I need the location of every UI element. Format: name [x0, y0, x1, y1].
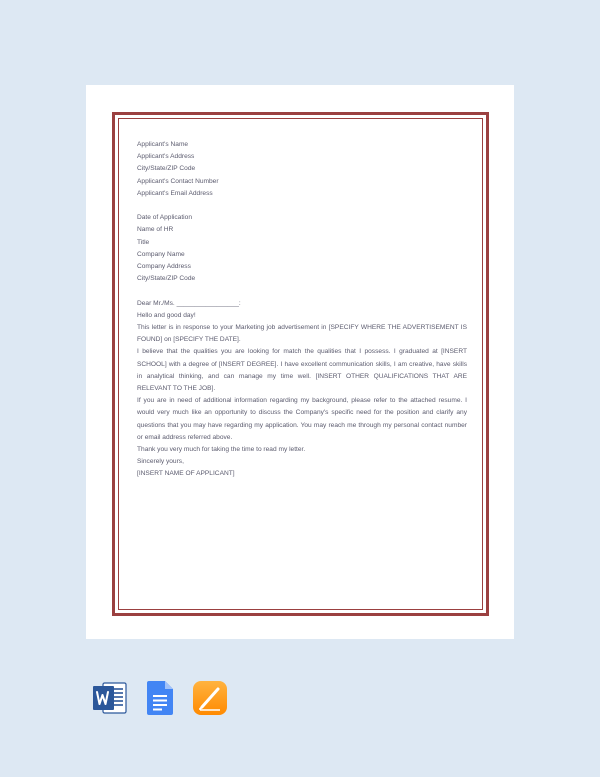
- paragraph-qualifications: I believe that the qualities you are looking for match the qualities that I possess. I graduated at [INSERT SCHOOL] with a degree of [INSERT DEGREE]. I have excellent communication skills, I am creative, have skills in analytical thinking, and can manage my time well. [INSERT OTHER QUALIFICATIONS THAT ARE RELEVANT TO THE JOB].: [137, 348, 467, 393]
- recipient-address-block: [137, 224, 467, 285]
- pages-icon[interactable]: [192, 680, 228, 716]
- page-border-inner: [118, 118, 483, 610]
- page-border-outer: [112, 112, 489, 616]
- word-icon[interactable]: [92, 680, 128, 716]
- signature: [INSERT NAME OF APPLICANT]: [137, 470, 235, 478]
- salutation: Dear Mr./Ms. _________________:: [137, 299, 241, 307]
- format-icons: [92, 680, 228, 716]
- sender-line: Applicant's Email Address: [137, 189, 213, 197]
- recipient-line: City/State/ZIP Code: [137, 275, 196, 283]
- closing: Sincerely yours,: [137, 458, 184, 466]
- recipient-line: Company Address: [137, 263, 191, 271]
- letter-date: Date of Application: [137, 214, 192, 222]
- greeting: Hello and good day!: [137, 311, 196, 319]
- recipient-line: Company Name: [137, 250, 185, 258]
- recipient-line: Name of HR: [137, 226, 174, 234]
- paragraph-additional-info: If you are in need of additional information regarding my background, please refer to the attached resume. I would very much like an opportunity to discuss the Company's specific need for the position and clarify any questions that you may have regarding my application. You may reach me through my personal contact number or email address referred above.: [137, 397, 467, 441]
- document-page: [86, 85, 514, 639]
- google-docs-icon[interactable]: [142, 680, 178, 716]
- sender-line: City/State/ZIP Code: [137, 165, 196, 173]
- sender-line: Applicant's Name: [137, 141, 189, 148]
- recipient-line: Title: [137, 238, 150, 246]
- sender-address-block: [137, 139, 467, 200]
- letter-body: [137, 139, 467, 481]
- sender-line: Applicant's Contact Number: [137, 177, 219, 185]
- sender-line: Applicant's Address: [137, 153, 195, 161]
- paragraph-advertisement: This letter is in response to your Marketing job advertisement in [SPECIFY WHERE THE ADVERTISEMENT IS FOUND] on [SPECIFY THE DATE].: [137, 324, 467, 344]
- thank-you-line: Thank you very much for taking the time to read my letter.: [137, 446, 306, 454]
